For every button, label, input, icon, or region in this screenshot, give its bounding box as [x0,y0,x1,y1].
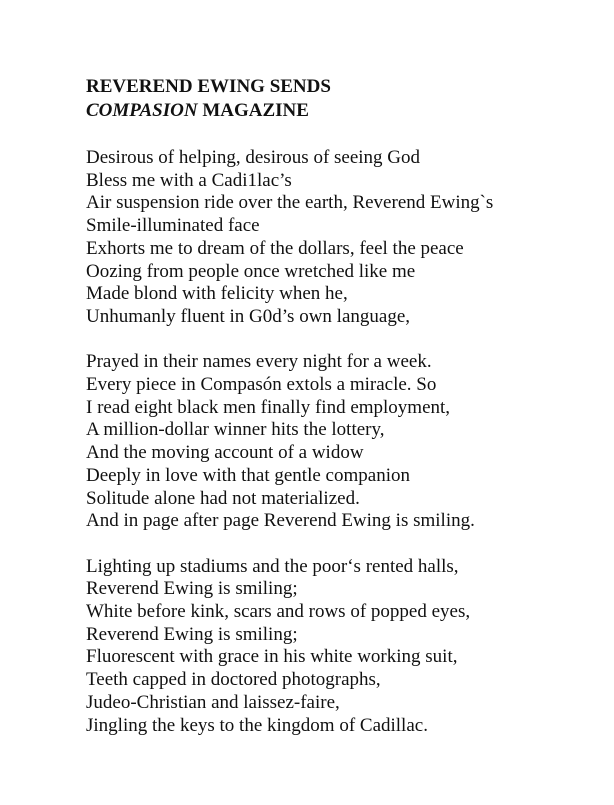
magazine-name: COMPASION [86,100,198,121]
title-line-2 [86,99,586,123]
verse-line: Prayed in their names every night for a week. [86,351,432,373]
verse-line: Bless me with a Cadi1lac’s [86,169,292,191]
verse-line: And in page after page Reverend Ewing is smiling. [86,510,475,532]
poem-page [86,75,586,737]
verse-line: Oozing from people once wretched like me [86,260,416,282]
title-line-1: REVEREND EWING SENDS [86,76,331,97]
verse-line: Reverend Ewing is smiling; [86,578,298,600]
verse-line: Fluorescent with grace in his white working suit, [86,646,458,668]
verse-line: Deeply in love with that gentle companion [86,464,410,486]
stanza-1 [86,147,586,329]
verse-line: Teeth capped in doctored photographs, [86,669,381,691]
verse-line: Unhumanly fluent in G0d’s own language, [86,305,411,327]
stanza-3 [86,556,586,738]
verse-line: A million-dollar winner hits the lottery, [86,419,385,441]
verse-line: Judeo-Christian and laissez-faire, [86,691,340,713]
verse-line: And the moving account of a widow [86,442,364,464]
verse-line: Lighting up stadiums and the poor‘s rented halls, [86,555,459,577]
verse-line: Desirous of helping, desirous of seeing God [86,147,421,168]
verse-line: I read eight black men finally find employment, [86,396,451,418]
verse-line: Air suspension ride over the earth, Reverend Ewing`s [86,192,494,214]
verse-line: Solitude alone had not materialized. [86,487,360,509]
stanza-2 [86,351,586,533]
verse-line: Jingling the keys to the kingdom of Cadillac. [86,714,428,736]
poem-title [86,75,586,123]
verse-line: Made blond with felicity when he, [86,283,348,305]
verse-line: Exhorts me to dream of the dollars, feel the peace [86,237,464,259]
verse-line: White before kink, scars and rows of popped eyes, [86,601,471,623]
verse-line: Smile-illuminated face [86,215,260,237]
verse-line: Reverend Ewing is smiling; [86,623,298,645]
title-line-2-rest: MAGAZINE [197,100,309,121]
verse-line: Every piece in Compasón extols a miracle. So [86,374,437,396]
